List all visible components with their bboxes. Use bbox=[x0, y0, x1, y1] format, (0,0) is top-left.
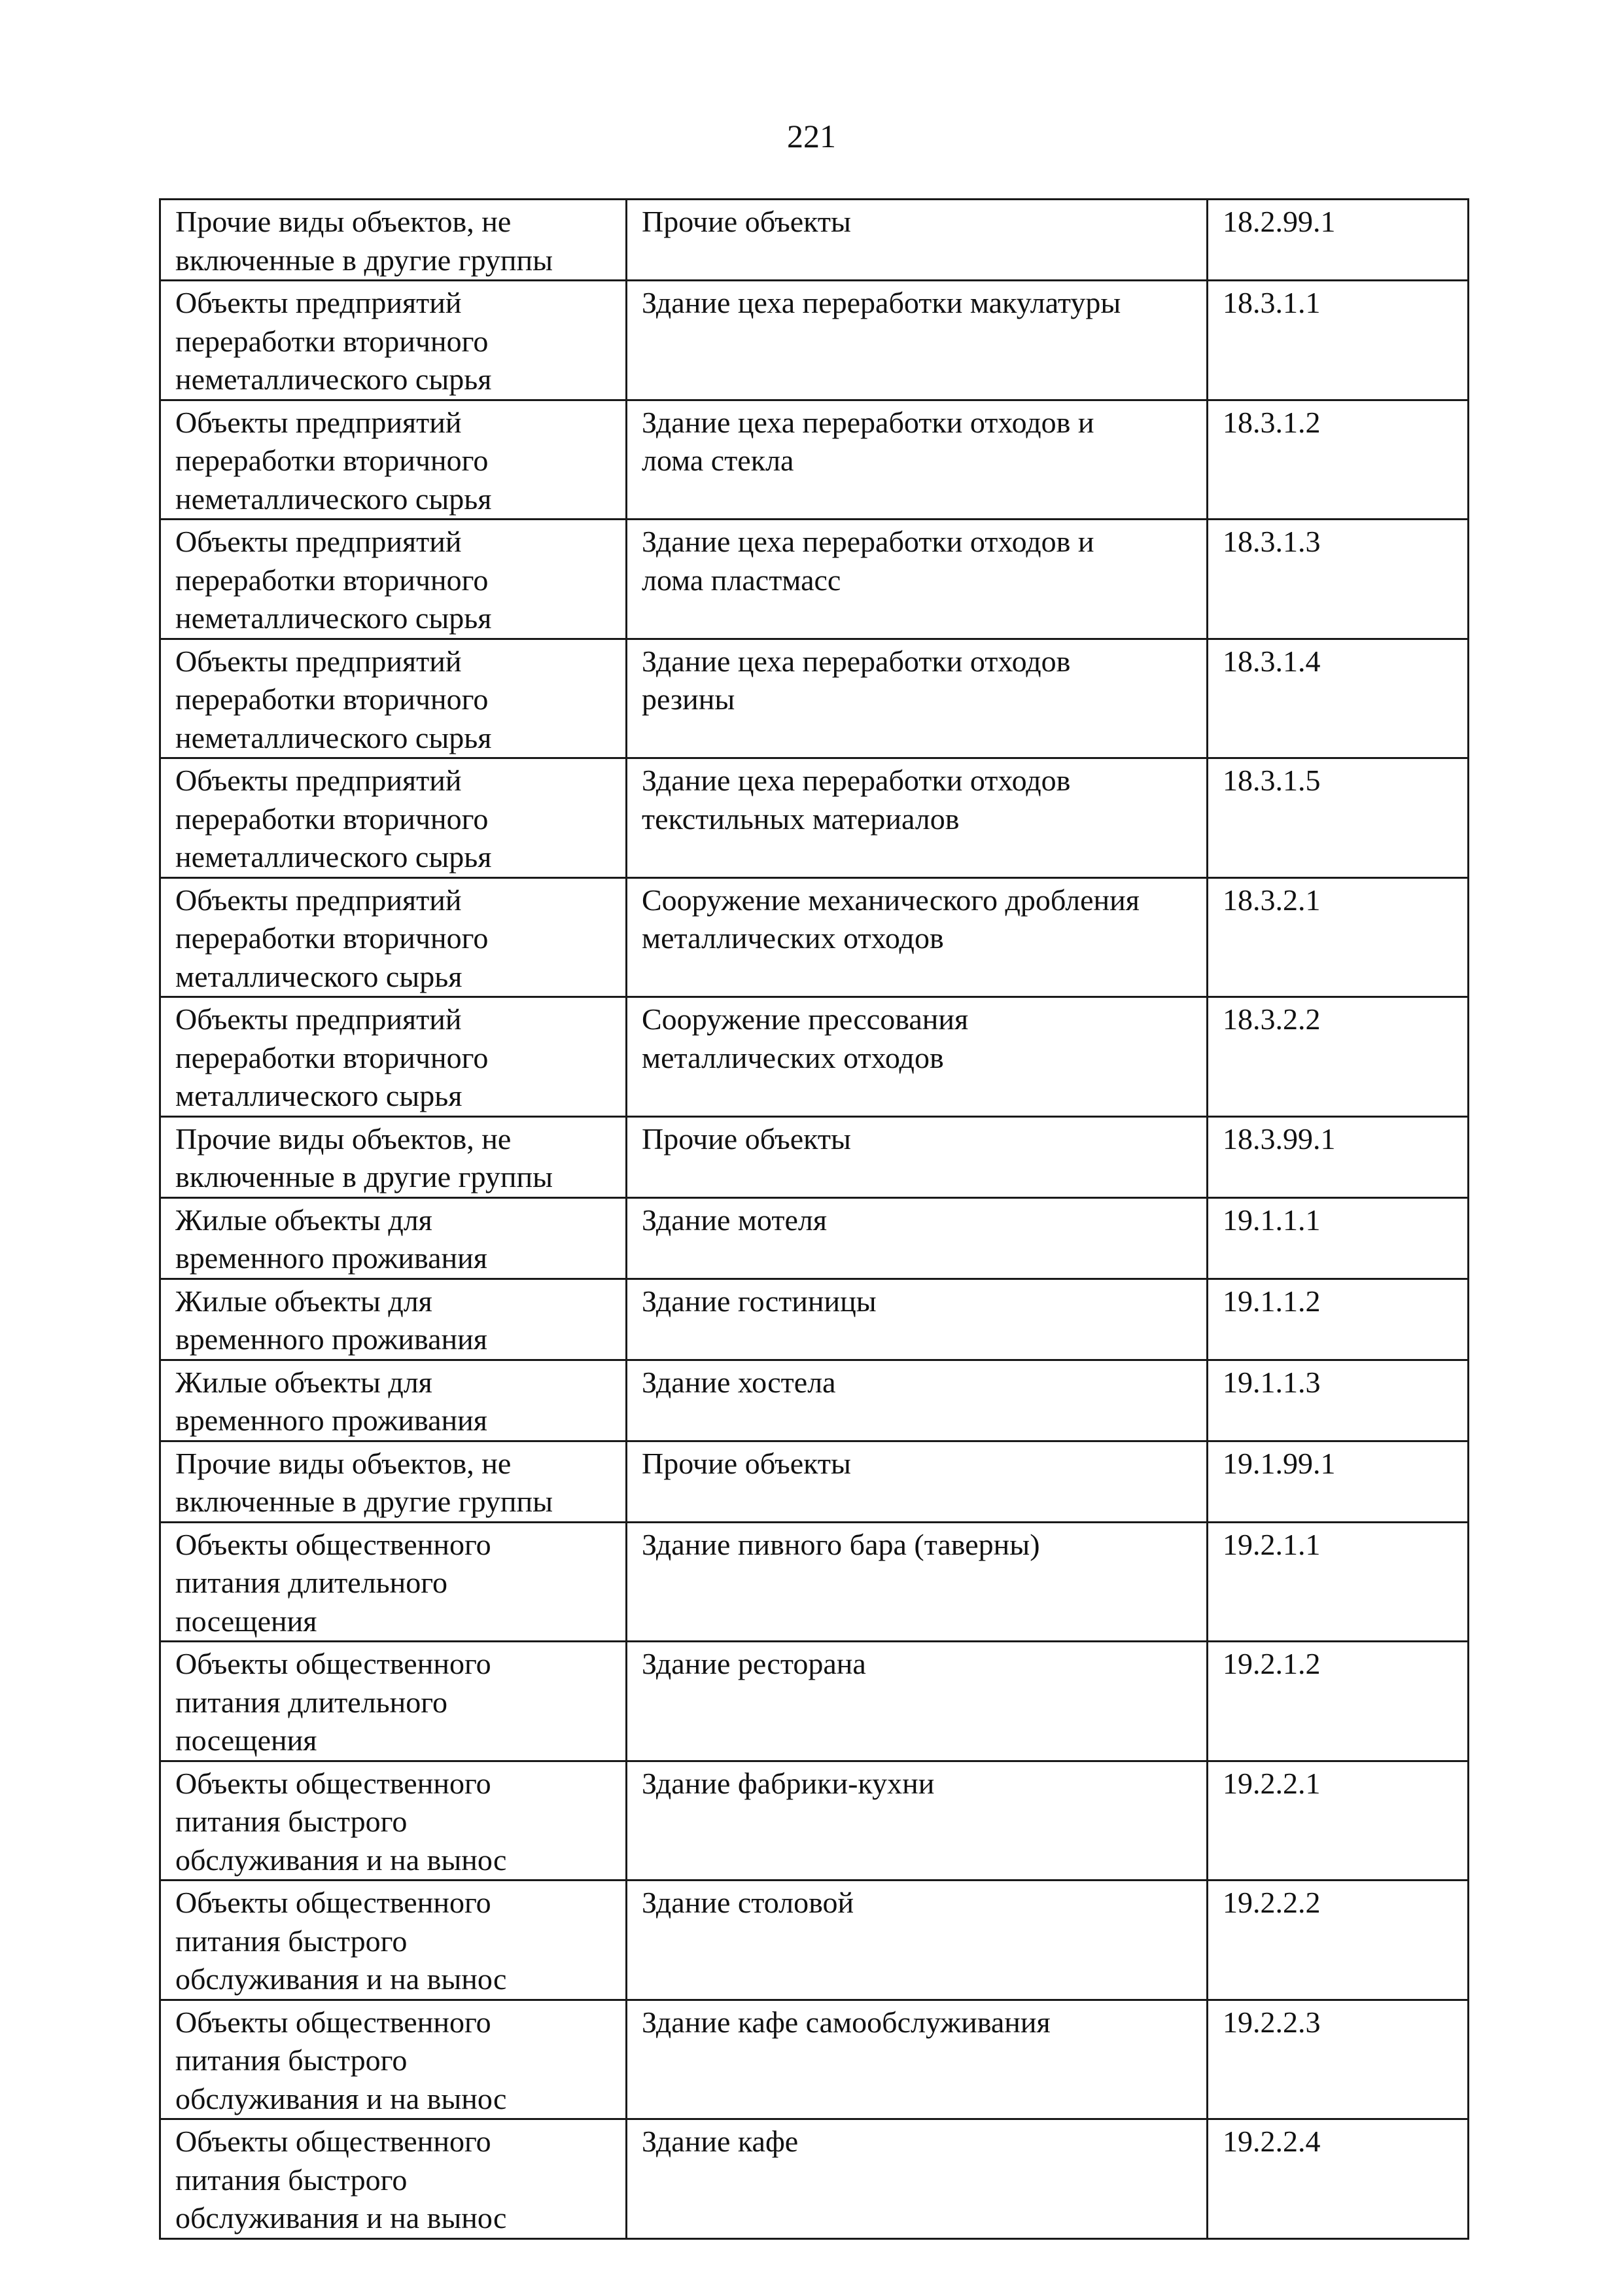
code-cell bbox=[1208, 1881, 1469, 2000]
category-cell bbox=[160, 200, 627, 281]
code-cell bbox=[1208, 1279, 1469, 1360]
object-text: Здание пивного бара (таверны) bbox=[642, 1527, 1040, 1561]
table-row bbox=[160, 1441, 1469, 1522]
code-cell bbox=[1208, 639, 1469, 758]
category-cell bbox=[160, 1642, 627, 1761]
category-text: Объекты предприятий переработки вторичного неметаллического сырья bbox=[175, 525, 492, 635]
category-cell bbox=[160, 639, 627, 758]
category-cell bbox=[160, 1761, 627, 1881]
category-text: Объекты предприятий переработки вторичного неметаллического сырья bbox=[175, 764, 492, 874]
object-text: Здание хостела bbox=[642, 1365, 836, 1399]
object-cell bbox=[627, 1360, 1208, 1441]
code-text: 18.3.1.2 bbox=[1223, 405, 1321, 439]
table-row bbox=[160, 1197, 1469, 1279]
code-cell bbox=[1208, 1761, 1469, 1881]
code-cell bbox=[1208, 877, 1469, 997]
category-text: Объекты общественного питания быстрого обслуживания и на вынос bbox=[175, 2125, 507, 2234]
code-cell bbox=[1208, 400, 1469, 520]
object-cell bbox=[627, 1522, 1208, 1642]
object-text: Здание столовой bbox=[642, 1886, 854, 1919]
code-text: 19.1.1.2 bbox=[1223, 1284, 1321, 1318]
category-cell bbox=[160, 997, 627, 1117]
table-row bbox=[160, 281, 1469, 400]
table-row bbox=[160, 2000, 1469, 2119]
code-text: 19.1.99.1 bbox=[1223, 1446, 1336, 1480]
category-text: Объекты общественного питания длительного посещения bbox=[175, 1527, 491, 1638]
category-text: Прочие виды объектов, не включенные в другие группы bbox=[175, 205, 553, 277]
object-cell bbox=[627, 1761, 1208, 1881]
object-cell bbox=[627, 1642, 1208, 1761]
category-cell bbox=[160, 520, 627, 639]
category-cell bbox=[160, 1279, 627, 1360]
table-row bbox=[160, 758, 1469, 878]
code-cell bbox=[1208, 200, 1469, 281]
object-text: Здание кафе bbox=[642, 2125, 799, 2158]
code-text: 19.2.2.1 bbox=[1223, 1766, 1321, 1800]
object-text: Прочие объекты bbox=[642, 205, 851, 238]
category-text: Объекты предприятий переработки вторичного неметаллического сырья bbox=[175, 405, 492, 516]
category-text: Объекты предприятий переработки вторичного металлического сырья bbox=[175, 883, 489, 993]
category-cell bbox=[160, 2000, 627, 2119]
code-text: 19.2.1.2 bbox=[1223, 1647, 1321, 1680]
code-text: 18.3.1.1 bbox=[1223, 286, 1321, 319]
code-text: 18.3.2.1 bbox=[1223, 883, 1321, 917]
category-text: Жилые объекты для временного проживания bbox=[175, 1365, 487, 1437]
table-row bbox=[160, 1279, 1469, 1360]
object-text: Здание мотеля bbox=[642, 1203, 828, 1237]
table-row bbox=[160, 877, 1469, 997]
code-cell bbox=[1208, 281, 1469, 400]
category-text: Прочие виды объектов, не включенные в другие группы bbox=[175, 1122, 553, 1193]
code-cell bbox=[1208, 2119, 1469, 2239]
object-cell bbox=[627, 520, 1208, 639]
code-text: 18.3.99.1 bbox=[1223, 1122, 1336, 1156]
category-text: Объекты предприятий переработки вторичного металлического сырья bbox=[175, 1002, 489, 1112]
code-text: 19.2.1.1 bbox=[1223, 1527, 1321, 1561]
category-cell bbox=[160, 758, 627, 878]
object-text: Здание цеха переработки отходов текстильных материалов bbox=[642, 764, 1071, 836]
object-cell bbox=[627, 200, 1208, 281]
table-body bbox=[160, 200, 1469, 2239]
object-cell bbox=[627, 281, 1208, 400]
code-cell bbox=[1208, 520, 1469, 639]
category-text: Жилые объекты для временного проживания bbox=[175, 1284, 487, 1356]
category-cell bbox=[160, 400, 627, 520]
category-cell bbox=[160, 1881, 627, 2000]
object-cell bbox=[627, 2000, 1208, 2119]
object-text: Сооружение механического дробления металлических отходов bbox=[642, 883, 1140, 955]
category-cell bbox=[160, 1116, 627, 1197]
page-number: 221 bbox=[787, 118, 836, 154]
category-cell bbox=[160, 1441, 627, 1522]
category-text: Объекты общественного питания длительного посещения bbox=[175, 1647, 491, 1757]
category-cell bbox=[160, 877, 627, 997]
category-text: Жилые объекты для временного проживания bbox=[175, 1203, 487, 1275]
object-cell bbox=[627, 1881, 1208, 2000]
object-cell bbox=[627, 1279, 1208, 1360]
category-text: Прочие виды объектов, не включенные в другие группы bbox=[175, 1446, 553, 1518]
category-text: Объекты общественного питания быстрого обслуживания и на вынос bbox=[175, 2005, 507, 2115]
code-text: 19.1.1.3 bbox=[1223, 1365, 1321, 1399]
code-text: 18.3.1.5 bbox=[1223, 764, 1321, 797]
category-cell bbox=[160, 1522, 627, 1642]
category-cell bbox=[160, 2119, 627, 2239]
code-cell bbox=[1208, 1360, 1469, 1441]
object-cell bbox=[627, 1441, 1208, 1522]
category-cell bbox=[160, 1360, 627, 1441]
category-text: Объекты общественного питания быстрого обслуживания и на вынос bbox=[175, 1886, 507, 1996]
category-text: Объекты общественного питания быстрого обслуживания и на вынос bbox=[175, 1766, 507, 1877]
object-cell bbox=[627, 758, 1208, 878]
code-cell bbox=[1208, 997, 1469, 1117]
code-cell bbox=[1208, 1197, 1469, 1279]
object-cell bbox=[627, 1116, 1208, 1197]
code-text: 19.1.1.1 bbox=[1223, 1203, 1321, 1237]
table-row bbox=[160, 639, 1469, 758]
object-text: Сооружение прессования металлических отходов bbox=[642, 1002, 969, 1074]
object-cell bbox=[627, 639, 1208, 758]
table-row bbox=[160, 2119, 1469, 2239]
code-cell bbox=[1208, 758, 1469, 878]
object-cell bbox=[627, 2119, 1208, 2239]
code-cell bbox=[1208, 1522, 1469, 1642]
table-row bbox=[160, 1116, 1469, 1197]
table-row bbox=[160, 200, 1469, 281]
object-text: Здание цеха переработки отходов и лома стекла bbox=[642, 405, 1094, 477]
table-row bbox=[160, 520, 1469, 639]
code-cell bbox=[1208, 1642, 1469, 1761]
object-cell bbox=[627, 400, 1208, 520]
object-text: Здание цеха переработки макулатуры bbox=[642, 286, 1121, 319]
code-text: 18.3.1.4 bbox=[1223, 644, 1321, 678]
table-row bbox=[160, 400, 1469, 520]
table-row bbox=[160, 1881, 1469, 2000]
table-row bbox=[160, 997, 1469, 1117]
object-cell bbox=[627, 1197, 1208, 1279]
code-cell bbox=[1208, 1441, 1469, 1522]
code-cell bbox=[1208, 2000, 1469, 2119]
code-text: 19.2.2.2 bbox=[1223, 1886, 1321, 1919]
table-row bbox=[160, 1360, 1469, 1441]
object-text: Здание цеха переработки отходов резины bbox=[642, 644, 1071, 716]
table-row bbox=[160, 1522, 1469, 1642]
object-text: Здание цеха переработки отходов и лома пластмасс bbox=[642, 525, 1094, 597]
table-row bbox=[160, 1642, 1469, 1761]
object-cell bbox=[627, 877, 1208, 997]
code-text: 18.3.1.3 bbox=[1223, 525, 1321, 558]
object-text: Здание фабрики-кухни bbox=[642, 1766, 935, 1800]
object-text: Здание гостиницы bbox=[642, 1284, 877, 1318]
category-cell bbox=[160, 281, 627, 400]
code-text: 18.3.2.2 bbox=[1223, 1002, 1321, 1036]
category-text: Объекты предприятий переработки вторичного неметаллического сырья bbox=[175, 286, 492, 396]
category-cell bbox=[160, 1197, 627, 1279]
object-text: Здание кафе самообслуживания bbox=[642, 2005, 1051, 2039]
code-cell bbox=[1208, 1116, 1469, 1197]
object-cell bbox=[627, 997, 1208, 1117]
code-text: 19.2.2.4 bbox=[1223, 2125, 1321, 2158]
table-row bbox=[160, 1761, 1469, 1881]
object-text: Прочие объекты bbox=[642, 1446, 851, 1480]
code-text: 19.2.2.3 bbox=[1223, 2005, 1321, 2039]
category-text: Объекты предприятий переработки вторичного неметаллического сырья bbox=[175, 644, 492, 754]
object-text: Здание ресторана bbox=[642, 1647, 866, 1680]
code-text: 18.2.99.1 bbox=[1223, 205, 1336, 238]
classification-table bbox=[159, 198, 1469, 2240]
object-text: Прочие объекты bbox=[642, 1122, 851, 1156]
